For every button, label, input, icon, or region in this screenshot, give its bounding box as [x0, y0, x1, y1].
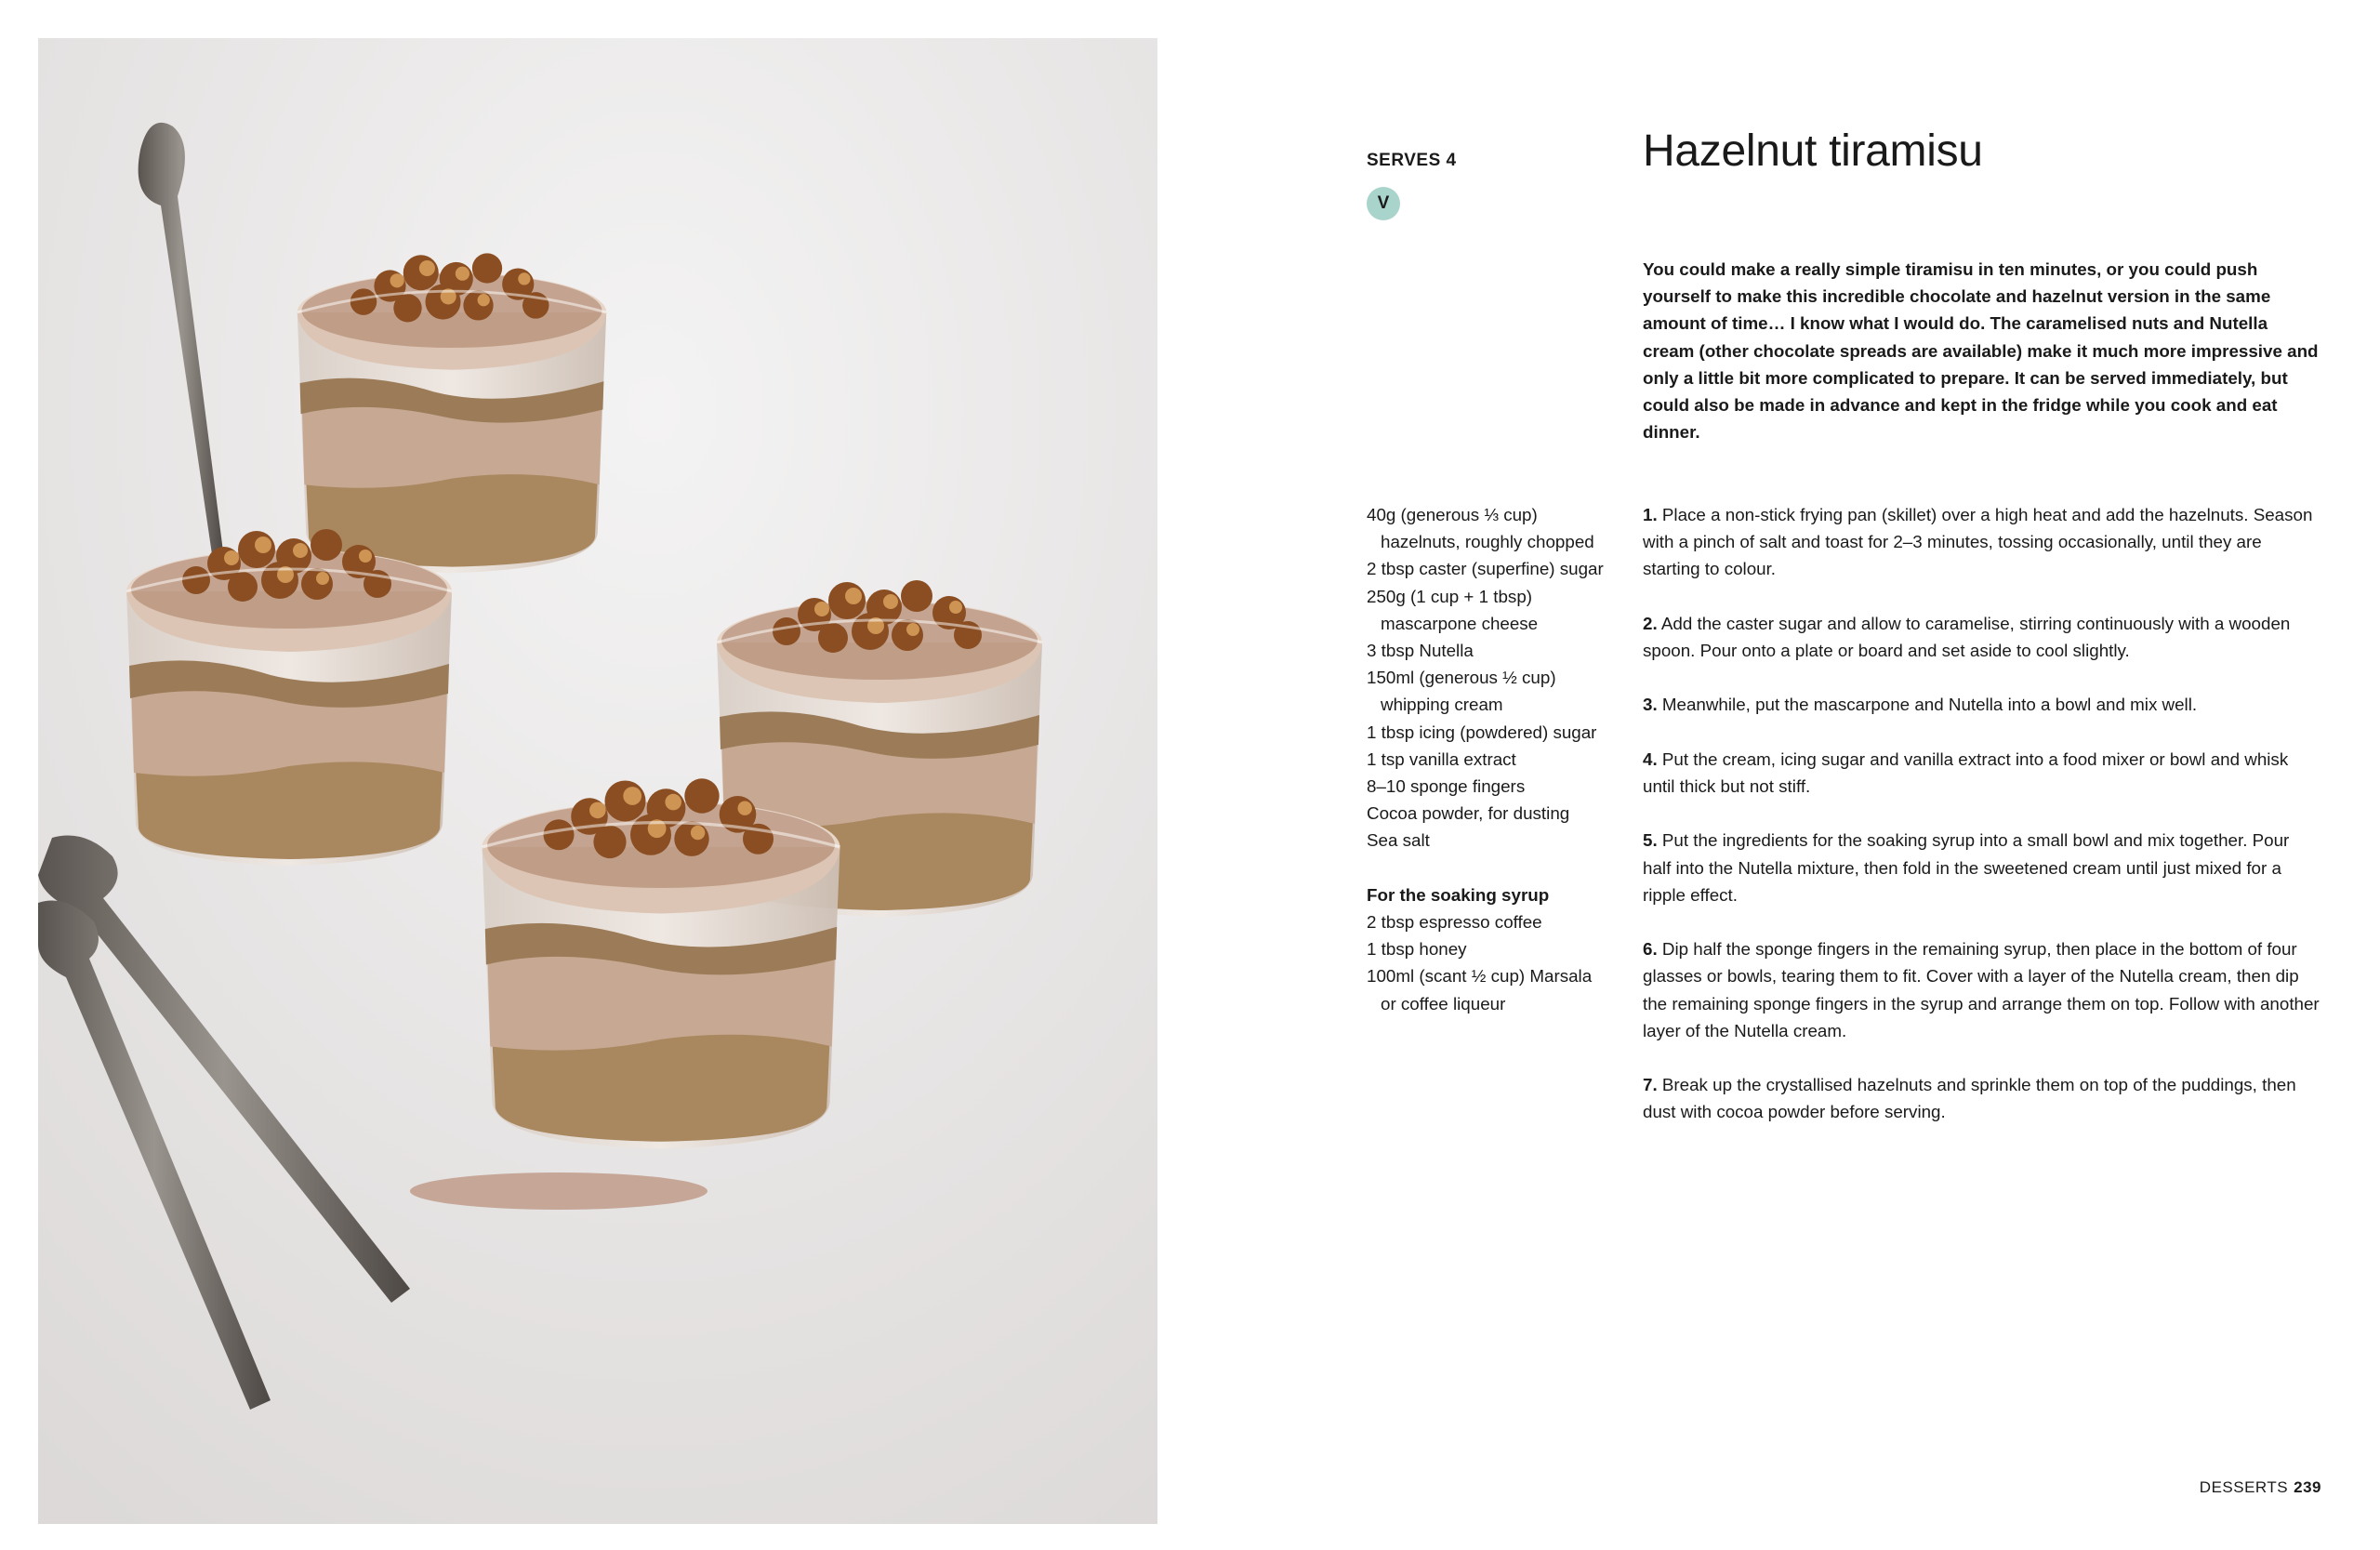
step-number: 1.: [1643, 505, 1658, 524]
ingredient-item: 3 tbsp Nutella: [1367, 641, 1474, 661]
page-footer: [2200, 1478, 2321, 1497]
ingredient-item: 2 tbsp espresso coffee: [1367, 912, 1542, 933]
ingredient-item: Sea salt: [1367, 830, 1430, 851]
method-step: [1643, 1071, 2321, 1125]
step-text: Place a non-stick frying pan (skillet) over a high heat and add the hazelnuts. Season with a pinch of salt and toast for 2–3 minutes, tossing occasionally, until they are starting to colour.: [1643, 505, 2313, 579]
ingredient-item: 1 tsp vanilla extract: [1367, 749, 1516, 769]
section-name: DESSERTS: [2199, 1478, 2289, 1496]
step-number: 5.: [1643, 830, 1658, 851]
ingredient-item: mascarpone cheese: [1381, 613, 1539, 633]
ingredient-item: 8–10 sponge fingers: [1367, 776, 1526, 797]
step-text: Meanwhile, put the mascarpone and Nutella into a bowl and mix well.: [1661, 695, 2198, 715]
ingredient-item: whipping cream: [1381, 695, 1503, 715]
ingredient-item: 1 tbsp icing (powdered) sugar: [1367, 722, 1597, 742]
syrup-heading: For the soaking syrup: [1367, 884, 1550, 905]
method-step: [1643, 746, 2321, 800]
step-text: Put the cream, icing sugar and vanilla extract into a food mixer or bowl and whisk until thick but not stiff.: [1643, 749, 2289, 796]
step-number: 4.: [1643, 749, 1658, 769]
ingredient-item: hazelnuts, roughly chopped: [1381, 532, 1594, 552]
page-number: 239: [2294, 1478, 2321, 1496]
method-step: [1643, 610, 2321, 664]
step-text: Add the caster sugar and allow to caramelise, stirring continuously with a wooden spoon. Pour onto a plate or board and set aside to cool slightly.: [1643, 613, 2291, 660]
ingredient-item: 100ml (scant ½ cup) Marsala: [1367, 966, 1593, 987]
step-number: 3.: [1643, 695, 1658, 715]
ingredients-list: [1367, 501, 1636, 1017]
recipe-title: Hazelnut tiramisu: [1643, 126, 1983, 176]
recipe-intro: You could make a really simple tiramisu in ten minutes, or you could push yourself to make this incredible chocolate and hazelnut version in the same amount of time… I know what I would do. The caramelised nuts and Nutella cream (other chocolate spreads are available) make it much more impressive and only a little bit more complicated to prepare. It can be served immediately, but could also be made in advance and kept in the fridge while you cook and eat dinner.: [1643, 259, 2319, 443]
step-text: Put the ingredients for the soaking syrup into a small bowl and mix together. Pour half into the Nutella mixture, then fold in the sweetened cream until just mixed for a ripple effect.: [1643, 830, 2290, 905]
method-steps: [1643, 501, 2321, 1153]
step-number: 2.: [1643, 613, 1658, 633]
method-step: [1643, 827, 2321, 908]
recipe-photo: [38, 38, 1157, 1524]
ingredient-item: Cocoa powder, for dusting: [1367, 803, 1570, 824]
ingredient-item: 1 tbsp honey: [1367, 939, 1467, 960]
method-step: [1643, 935, 2321, 1044]
ingredient-item: 2 tbsp caster (superfine) sugar: [1367, 559, 1604, 579]
method-step: [1643, 691, 2321, 718]
serves-label: SERVES 4: [1367, 151, 1457, 170]
step-number: 7.: [1643, 1075, 1658, 1095]
step-text: Dip half the sponge fingers in the remaining syrup, then place in the bottom of four glasses or bowls, tearing them to fit. Cover with a layer of the Nutella cream, then dip the remaining sponge fingers in the syrup and arrange them on top. Follow with another layer of the Nutella cream.: [1643, 939, 2320, 1040]
step-text: Break up the crystallised hazelnuts and sprinkle them on top of the puddings, then dust with cocoa powder before serving.: [1643, 1075, 2296, 1122]
ingredient-item: 150ml (generous ½ cup): [1367, 668, 1556, 688]
ingredient-item: 250g (1 cup + 1 tbsp): [1367, 586, 1533, 606]
step-number: 6.: [1643, 939, 1658, 960]
vegetarian-badge: V: [1367, 187, 1400, 220]
method-step: [1643, 501, 2321, 583]
ingredient-item: 40g (generous ⅓ cup): [1367, 505, 1538, 524]
ingredient-item: or coffee liqueur: [1381, 993, 1506, 1013]
